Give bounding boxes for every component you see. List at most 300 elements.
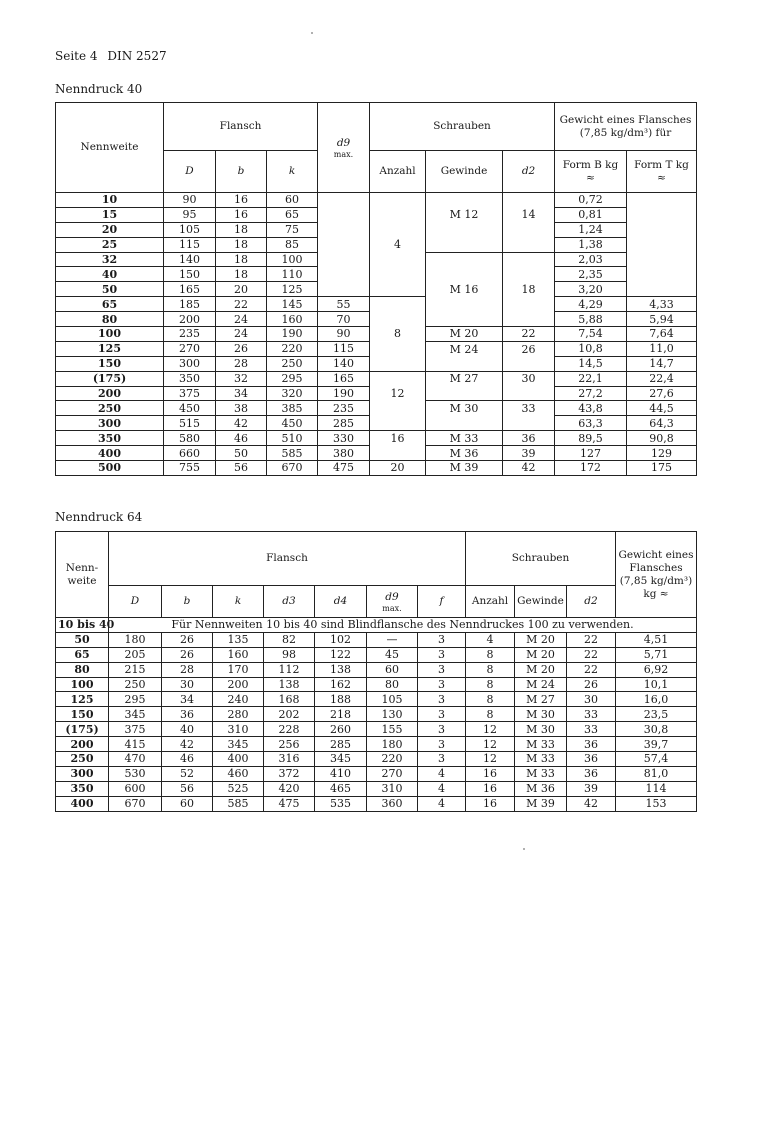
table-row (56, 722, 697, 737)
cell-gewinde (426, 356, 503, 371)
cell-nennweite: 65 (56, 647, 109, 662)
cell-k: 135 (213, 632, 264, 647)
cell-anz: 8 (466, 707, 515, 722)
cell-g: 5,71 (616, 647, 697, 662)
cell-D: 450 (164, 401, 216, 416)
cell-gew: M 39 (515, 796, 567, 811)
cell-D: 415 (109, 737, 162, 752)
cell-form-t: 22,4 (627, 371, 697, 386)
cell-gewinde (426, 193, 503, 208)
header-d4: d4 (315, 586, 367, 618)
table-row (56, 766, 697, 781)
cell-f: 3 (418, 692, 466, 707)
cell-k: 60 (267, 193, 318, 208)
cell-nennweite: 65 (56, 297, 164, 312)
cell-d2: 14 (503, 207, 555, 222)
cell-D: 375 (109, 722, 162, 737)
page-header (55, 49, 173, 63)
cell-k: 525 (213, 781, 264, 796)
header-d9 (318, 103, 370, 193)
cell-anzahl: 4 (370, 237, 426, 252)
cell-b: 52 (162, 766, 213, 781)
cell-nennweite: 200 (56, 737, 109, 752)
cell-gewinde (426, 312, 503, 327)
cell-form-t (627, 193, 697, 208)
table-row (56, 662, 697, 677)
cell-b: 50 (216, 446, 267, 461)
cell-form-t (627, 237, 697, 252)
cell-d9: 360 (367, 796, 418, 811)
cell-d2: 22 (567, 632, 616, 647)
header-anzahl: Anzahl (466, 586, 515, 618)
header-d2: d2 (503, 151, 555, 193)
cell-k: 200 (213, 677, 264, 692)
cell-nennweite: (175) (56, 371, 164, 386)
cell-d9 (318, 267, 370, 282)
cell-k: 310 (213, 722, 264, 737)
cell-d9: — (367, 632, 418, 647)
cell-d9: 140 (318, 356, 370, 371)
cell-d2 (503, 386, 555, 401)
cell-anzahl: 20 (370, 461, 426, 476)
cell-b: 28 (162, 662, 213, 677)
cell-anz: 16 (466, 796, 515, 811)
cell-k: 585 (213, 796, 264, 811)
cell-nennweite: 400 (56, 446, 164, 461)
cell-d9 (318, 193, 370, 208)
cell-D: 165 (164, 282, 216, 297)
cell-nennweite: 20 (56, 222, 164, 237)
cell-d2 (503, 252, 555, 267)
cell-g: 16,0 (616, 692, 697, 707)
table-row (56, 282, 697, 297)
cell-form-b: 43,8 (555, 401, 627, 416)
cell-d9: 45 (367, 647, 418, 662)
cell-nennweite: 350 (56, 781, 109, 796)
table-row (56, 446, 697, 461)
cell-D: 350 (164, 371, 216, 386)
cell-d9: 130 (367, 707, 418, 722)
cell-anz: 4 (466, 632, 515, 647)
header-d3: d3 (264, 586, 315, 618)
cell-form-b: 3,20 (555, 282, 627, 297)
cell-g: 81,0 (616, 766, 697, 781)
header-b: b (216, 151, 267, 193)
d9-sub: max. (382, 603, 402, 613)
cell-d2: 36 (567, 766, 616, 781)
cell-anzahl (370, 341, 426, 356)
header-D: D (109, 586, 162, 618)
header-f: f (418, 586, 466, 618)
cell-b: 22 (216, 297, 267, 312)
cell-b: 46 (216, 431, 267, 446)
cell-g: 153 (616, 796, 697, 811)
table-row (56, 707, 697, 722)
cell-b: 40 (162, 722, 213, 737)
table-row (56, 237, 697, 252)
cell-D: 660 (164, 446, 216, 461)
cell-anz: 16 (466, 781, 515, 796)
table-row (56, 737, 697, 752)
cell-form-b: 89,5 (555, 431, 627, 446)
table-row (56, 781, 697, 796)
cell-d9: 80 (367, 677, 418, 692)
cell-D: 515 (164, 416, 216, 431)
cell-f: 3 (418, 677, 466, 692)
cell-f: 3 (418, 722, 466, 737)
cell-D: 115 (164, 237, 216, 252)
cell-d4: 218 (315, 707, 367, 722)
cell-form-t (627, 267, 697, 282)
cell-anzahl: 12 (370, 386, 426, 401)
cell-form-b: 22,1 (555, 371, 627, 386)
cell-d9: 310 (367, 781, 418, 796)
cell-d3: 475 (264, 796, 315, 811)
table-row (56, 371, 697, 386)
cell-gewinde (426, 386, 503, 401)
cell-form-b: 4,29 (555, 297, 627, 312)
cell-nennweite: (175) (56, 722, 109, 737)
header-anzahl: Anzahl (370, 151, 426, 193)
cell-form-t (627, 207, 697, 222)
cell-b: 56 (162, 781, 213, 796)
cell-d3: 82 (264, 632, 315, 647)
cell-d2: 39 (503, 446, 555, 461)
header-d2: d2 (567, 586, 616, 618)
cell-anzahl (370, 193, 426, 208)
table-row (56, 632, 697, 647)
cell-gewinde: M 39 (426, 461, 503, 476)
cell-d9: 475 (318, 461, 370, 476)
cell-d9: 60 (367, 662, 418, 677)
cell-form-t: 14,7 (627, 356, 697, 371)
cell-d3: 316 (264, 752, 315, 767)
cell-nennweite: 150 (56, 707, 109, 722)
cell-d2: 18 (503, 282, 555, 297)
cell-nennweite: 50 (56, 282, 164, 297)
cell-k: 240 (213, 692, 264, 707)
cell-d4: 285 (315, 737, 367, 752)
cell-d2: 26 (503, 341, 555, 356)
cell-D: 530 (109, 766, 162, 781)
cell-k: 100 (267, 252, 318, 267)
header-k: k (213, 586, 264, 618)
cell-d9: 285 (318, 416, 370, 431)
cell-k: 110 (267, 267, 318, 282)
cell-nennweite: 50 (56, 632, 109, 647)
cell-g: 23,5 (616, 707, 697, 722)
cell-k: 145 (267, 297, 318, 312)
table-row (56, 461, 697, 476)
cell-nennweite: 200 (56, 386, 164, 401)
cell-nennweite: 150 (56, 356, 164, 371)
cell-gew: M 36 (515, 781, 567, 796)
cell-nennweite: 250 (56, 752, 109, 767)
cell-anzahl (370, 401, 426, 416)
cell-d3: 202 (264, 707, 315, 722)
cell-nennweite: 100 (56, 677, 109, 692)
cell-D: 90 (164, 193, 216, 208)
cell-D: 200 (164, 312, 216, 327)
cell-b: 26 (162, 632, 213, 647)
cell-D: 185 (164, 297, 216, 312)
cell-gewinde: M 30 (426, 401, 503, 416)
cell-form-b: 127 (555, 446, 627, 461)
cell-form-b: 2,35 (555, 267, 627, 282)
cell-form-t: 7,64 (627, 327, 697, 342)
cell-k: 450 (267, 416, 318, 431)
cell-b: 56 (216, 461, 267, 476)
table-row (56, 267, 697, 282)
cell-d9: 220 (367, 752, 418, 767)
cell-nennweite: 80 (56, 662, 109, 677)
cell-f: 4 (418, 766, 466, 781)
cell-d9 (318, 222, 370, 237)
cell-d2 (503, 416, 555, 431)
header-nennweite: Nennweite (56, 103, 164, 193)
cell-k: 85 (267, 237, 318, 252)
cell-form-b: 5,88 (555, 312, 627, 327)
cell-anzahl (370, 416, 426, 431)
cell-gewinde: M 16 (426, 282, 503, 297)
cell-b: 34 (162, 692, 213, 707)
cell-g: 114 (616, 781, 697, 796)
cell-b: 36 (162, 707, 213, 722)
scan-speck (523, 848, 525, 850)
cell-d2: 22 (503, 327, 555, 342)
table-row (56, 416, 697, 431)
cell-anzahl (370, 356, 426, 371)
cell-d2: 42 (567, 796, 616, 811)
cell-b: 24 (216, 312, 267, 327)
cell-d3: 420 (264, 781, 315, 796)
cell-D: 670 (109, 796, 162, 811)
table-row (56, 692, 697, 707)
cell-anzahl (370, 371, 426, 386)
cell-anzahl (370, 312, 426, 327)
cell-D: 270 (164, 341, 216, 356)
cell-form-b: 0,81 (555, 207, 627, 222)
cell-form-b: 27,2 (555, 386, 627, 401)
cell-d4: 465 (315, 781, 367, 796)
header-flansch: Flansch (109, 532, 466, 586)
cell-gewinde (426, 267, 503, 282)
cell-k: 190 (267, 327, 318, 342)
cell-nennweite: 80 (56, 312, 164, 327)
cell-anz: 12 (466, 722, 515, 737)
cell-f: 3 (418, 737, 466, 752)
cell-d2: 22 (567, 647, 616, 662)
cell-D: 235 (164, 327, 216, 342)
cell-D: 105 (164, 222, 216, 237)
cell-b: 26 (162, 647, 213, 662)
cell-anz: 8 (466, 677, 515, 692)
cell-k: 345 (213, 737, 264, 752)
cell-form-t (627, 282, 697, 297)
pn64-table (55, 531, 697, 812)
header-gewinde: Gewinde (426, 151, 503, 193)
cell-d3: 112 (264, 662, 315, 677)
table-row (56, 252, 697, 267)
cell-D: 345 (109, 707, 162, 722)
cell-d9: 155 (367, 722, 418, 737)
cell-D: 600 (109, 781, 162, 796)
cell-k: 400 (213, 752, 264, 767)
cell-form-b: 10,8 (555, 341, 627, 356)
cell-nennweite: 40 (56, 267, 164, 282)
standard-number: DIN 2527 (107, 49, 167, 63)
table-row (56, 327, 697, 342)
table-row (56, 356, 697, 371)
cell-d3: 168 (264, 692, 315, 707)
header-b: b (162, 586, 213, 618)
cell-nennweite: 400 (56, 796, 109, 811)
cell-nennweite: 100 (56, 327, 164, 342)
cell-gew: M 30 (515, 707, 567, 722)
cell-form-t: 129 (627, 446, 697, 461)
cell-D: 300 (164, 356, 216, 371)
cell-b: 24 (216, 327, 267, 342)
cell-d9: 55 (318, 297, 370, 312)
header-flansch: Flansch (164, 103, 318, 151)
cell-anz: 8 (466, 662, 515, 677)
cell-d9: 105 (367, 692, 418, 707)
cell-anzahl (370, 252, 426, 267)
cell-d4: 162 (315, 677, 367, 692)
cell-f: 3 (418, 647, 466, 662)
cell-form-b: 0,72 (555, 193, 627, 208)
cell-form-t: 44,5 (627, 401, 697, 416)
cell-D: 180 (109, 632, 162, 647)
cell-k: 160 (267, 312, 318, 327)
cell-form-t: 5,94 (627, 312, 697, 327)
cell-b: 38 (216, 401, 267, 416)
cell-f: 3 (418, 707, 466, 722)
cell-D: 205 (109, 647, 162, 662)
cell-f: 4 (418, 781, 466, 796)
cell-d4: 188 (315, 692, 367, 707)
cell-d2 (503, 297, 555, 312)
cell-nennweite: 250 (56, 401, 164, 416)
cell-D: 580 (164, 431, 216, 446)
cell-d4: 535 (315, 796, 367, 811)
cell-d3: 138 (264, 677, 315, 692)
cell-k: 75 (267, 222, 318, 237)
cell-d4: 138 (315, 662, 367, 677)
cell-d4: 122 (315, 647, 367, 662)
cell-D: 755 (164, 461, 216, 476)
cell-d4: 102 (315, 632, 367, 647)
cell-d2: 26 (567, 677, 616, 692)
cell-b: 30 (162, 677, 213, 692)
pn40-table (55, 102, 697, 476)
cell-d4: 260 (315, 722, 367, 737)
cell-g: 30,8 (616, 722, 697, 737)
cell-form-t: 64,3 (627, 416, 697, 431)
header-d9 (367, 586, 418, 618)
header-gewicht: Gewicht eines Flansches (7,85 kg/dm³) für (555, 103, 697, 151)
cell-gew: M 33 (515, 766, 567, 781)
cell-form-t (627, 252, 697, 267)
d9-label: d9 (336, 136, 351, 149)
cell-d2: 36 (503, 431, 555, 446)
cell-anzahl (370, 297, 426, 312)
page-number: Seite 4 (55, 49, 98, 63)
cell-anzahl (370, 282, 426, 297)
cell-k: 670 (267, 461, 318, 476)
table-row (56, 341, 697, 356)
table-row (56, 193, 697, 208)
cell-d9 (318, 282, 370, 297)
cell-d2: 22 (567, 662, 616, 677)
cell-gewinde: M 24 (426, 341, 503, 356)
cell-b: 18 (216, 237, 267, 252)
cell-form-b: 1,38 (555, 237, 627, 252)
cell-gewinde: M 36 (426, 446, 503, 461)
cell-gewinde: M 27 (426, 371, 503, 386)
table-row (56, 312, 697, 327)
table-row (56, 431, 697, 446)
cell-d2: 36 (567, 752, 616, 767)
cell-d2 (503, 356, 555, 371)
cell-anzahl: 16 (370, 431, 426, 446)
cell-gew: M 24 (515, 677, 567, 692)
table-row (56, 796, 697, 811)
cell-d2: 36 (567, 737, 616, 752)
header-k: k (267, 151, 318, 193)
cell-b: 20 (216, 282, 267, 297)
cell-anzahl (370, 267, 426, 282)
cell-d9: 180 (367, 737, 418, 752)
cell-D: 250 (109, 677, 162, 692)
cell-f: 3 (418, 662, 466, 677)
cell-f: 3 (418, 752, 466, 767)
cell-d4: 345 (315, 752, 367, 767)
cell-gewinde: M 33 (426, 431, 503, 446)
cell-g: 10,1 (616, 677, 697, 692)
cell-d9: 380 (318, 446, 370, 461)
cell-gewinde (426, 237, 503, 252)
cell-form-t: 4,33 (627, 297, 697, 312)
cell-gewinde (426, 222, 503, 237)
cell-d9: 70 (318, 312, 370, 327)
cell-anz: 16 (466, 766, 515, 781)
cell-D: 215 (109, 662, 162, 677)
cell-k: 320 (267, 386, 318, 401)
cell-k: 250 (267, 356, 318, 371)
cell-f: 3 (418, 632, 466, 647)
cell-gewinde: M 20 (426, 327, 503, 342)
cell-form-b: 7,54 (555, 327, 627, 342)
cell-form-t: 11,0 (627, 341, 697, 356)
cell-d9: 235 (318, 401, 370, 416)
cell-b: 32 (216, 371, 267, 386)
cell-d2: 39 (567, 781, 616, 796)
cell-d3: 256 (264, 737, 315, 752)
cell-g: 57,4 (616, 752, 697, 767)
cell-d9: 90 (318, 327, 370, 342)
header-form-t: Form T kg ≈ (627, 151, 697, 193)
cell-gew: M 30 (515, 722, 567, 737)
cell-f: 4 (418, 796, 466, 811)
cell-k: 125 (267, 282, 318, 297)
cell-k: 65 (267, 207, 318, 222)
cell-d9: 115 (318, 341, 370, 356)
cell-nennweite: 10 (56, 193, 164, 208)
cell-form-t: 175 (627, 461, 697, 476)
cell-b: 16 (216, 193, 267, 208)
cell-anzahl (370, 207, 426, 222)
